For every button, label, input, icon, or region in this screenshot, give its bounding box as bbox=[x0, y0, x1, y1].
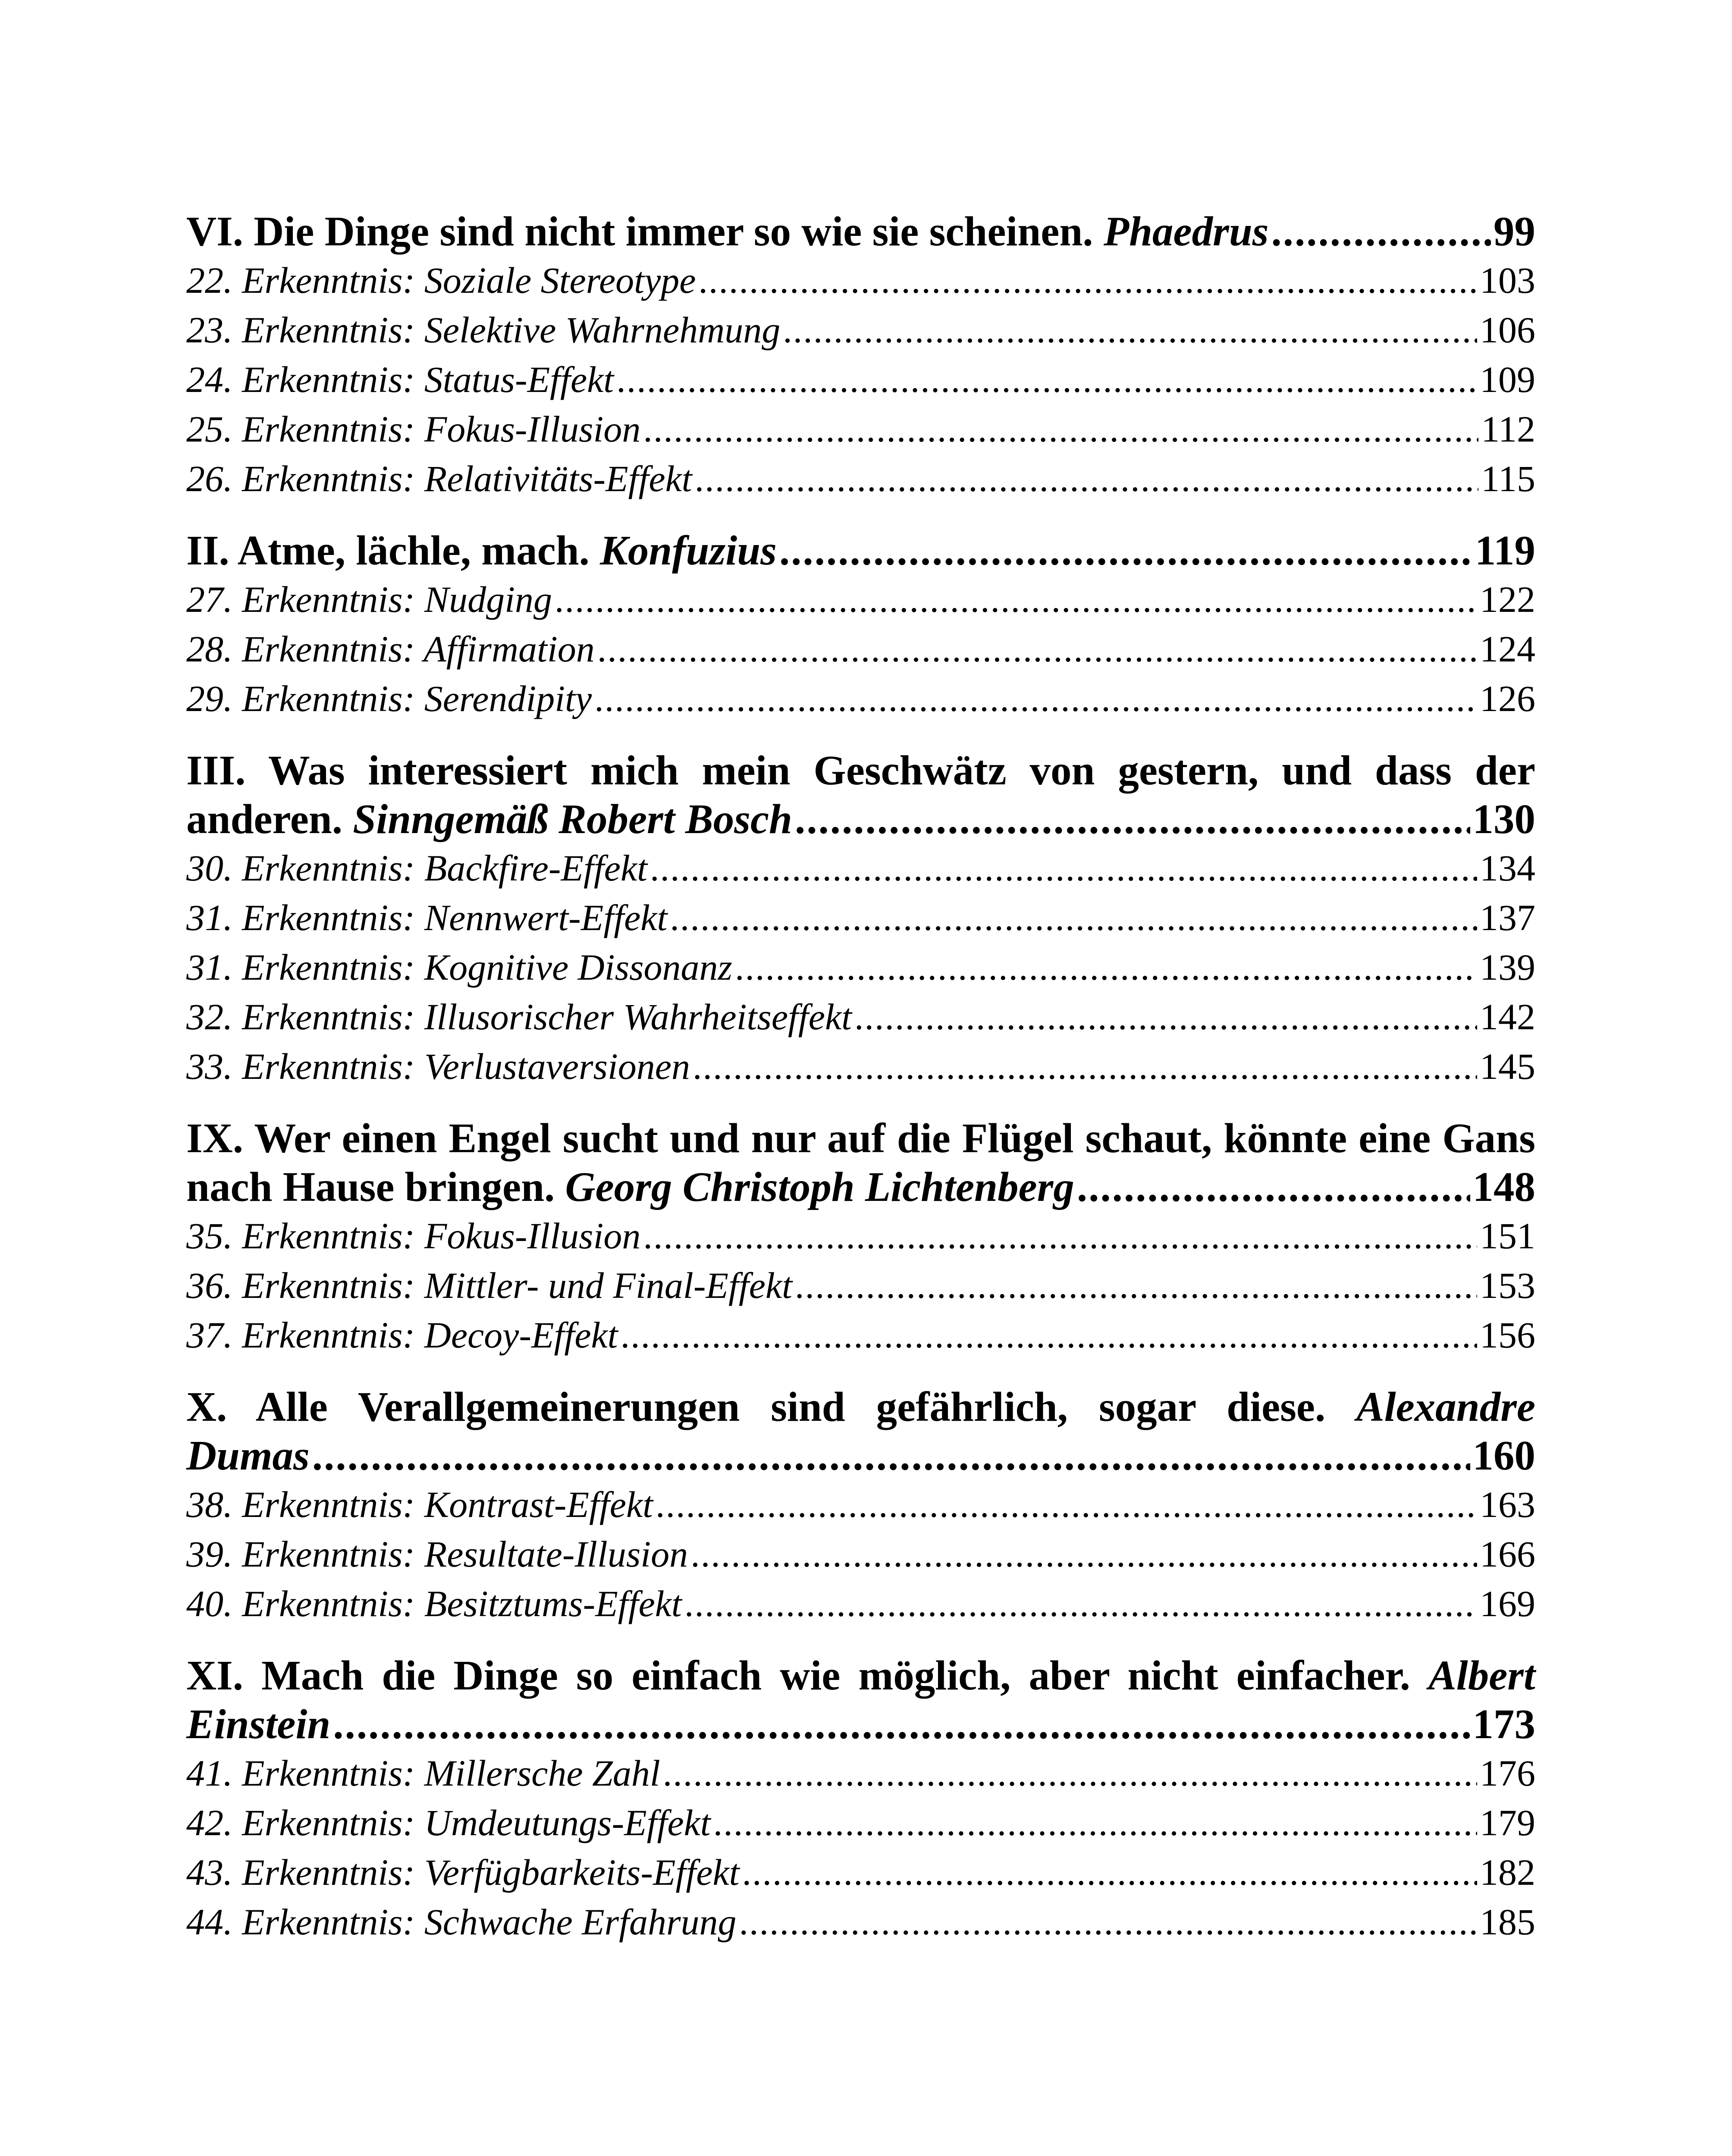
dot-leader bbox=[594, 674, 1477, 724]
dot-leader bbox=[795, 1261, 1477, 1310]
toc-entry[interactable] bbox=[186, 843, 1535, 893]
toc-entry[interactable] bbox=[186, 1848, 1535, 1897]
section-page-number: 160 bbox=[1472, 1432, 1535, 1479]
entry-page-number: 156 bbox=[1480, 1314, 1535, 1356]
section-page-number: 130 bbox=[1472, 796, 1535, 842]
entry-label: 36. Erkenntnis: Mittler- und Final-Effekt bbox=[186, 1265, 793, 1306]
toc-entry[interactable] bbox=[186, 575, 1535, 624]
entry-label: 30. Erkenntnis: Backfire-Effekt bbox=[186, 847, 648, 889]
dot-leader bbox=[783, 305, 1477, 355]
dot-leader bbox=[690, 1529, 1477, 1579]
dot-leader bbox=[739, 1897, 1477, 1947]
dot-leader bbox=[597, 624, 1477, 674]
section-author: Alexandre bbox=[1356, 1384, 1535, 1430]
toc-entry[interactable] bbox=[186, 893, 1535, 943]
entry-page-number: 151 bbox=[1480, 1215, 1535, 1257]
toc-entry[interactable] bbox=[186, 1211, 1535, 1261]
toc-section bbox=[186, 526, 1535, 724]
entry-label: 43. Erkenntnis: Verfügbarkeits-Effekt bbox=[186, 1852, 740, 1893]
dot-leader bbox=[854, 992, 1477, 1042]
toc-entry[interactable] bbox=[186, 1480, 1535, 1529]
section-heading[interactable] bbox=[186, 1114, 1535, 1211]
section-author: Dumas bbox=[186, 1432, 310, 1479]
toc-section bbox=[186, 746, 1535, 1091]
section-author: Konfuzius bbox=[600, 527, 777, 573]
dot-leader bbox=[735, 943, 1477, 992]
dot-leader bbox=[1271, 207, 1491, 256]
entry-page-number: 142 bbox=[1480, 996, 1535, 1037]
section-page-number: 173 bbox=[1472, 1701, 1535, 1747]
entry-page-number: 163 bbox=[1480, 1484, 1535, 1525]
entry-label: 42. Erkenntnis: Umdeutungs-Effekt bbox=[186, 1802, 711, 1843]
dot-leader bbox=[742, 1848, 1477, 1897]
entry-label: 22. Erkenntnis: Soziale Stereotype bbox=[186, 260, 696, 301]
section-heading[interactable] bbox=[186, 207, 1535, 256]
entry-label: 41. Erkenntnis: Millersche Zahl bbox=[186, 1752, 660, 1794]
dot-leader bbox=[698, 256, 1477, 305]
entry-label: 39. Erkenntnis: Resultate-Illusion bbox=[186, 1533, 688, 1575]
toc-entry[interactable] bbox=[186, 674, 1535, 724]
entry-page-number: 106 bbox=[1480, 309, 1535, 351]
entry-label: 40. Erkenntnis: Besitztums-Effekt bbox=[186, 1583, 682, 1624]
section-heading[interactable] bbox=[186, 1651, 1535, 1749]
dot-leader bbox=[713, 1798, 1477, 1848]
entry-label: 31. Erkenntnis: Kognitive Dissonanz bbox=[186, 946, 733, 988]
entry-label: 24. Erkenntnis: Status-Effekt bbox=[186, 359, 614, 400]
dot-leader bbox=[333, 1700, 1470, 1749]
table-of-contents bbox=[186, 207, 1535, 1969]
entry-label: 37. Erkenntnis: Decoy-Effekt bbox=[186, 1314, 618, 1356]
toc-section bbox=[186, 1382, 1535, 1629]
entry-label: 32. Erkenntnis: Illusorischer Wahrheitseffekt bbox=[186, 996, 852, 1037]
dot-leader bbox=[1077, 1163, 1470, 1211]
section-title: VI. Die Dinge sind nicht immer so wie sie scheinen. bbox=[186, 208, 1104, 254]
section-heading[interactable] bbox=[186, 746, 1535, 843]
entry-label: 33. Erkenntnis: Verlustaversionen bbox=[186, 1046, 690, 1087]
entry-label: 28. Erkenntnis: Affirmation bbox=[186, 628, 595, 670]
dot-leader bbox=[621, 1310, 1477, 1360]
entry-label: 29. Erkenntnis: Serendipity bbox=[186, 678, 592, 719]
dot-leader bbox=[643, 404, 1478, 454]
entry-page-number: 112 bbox=[1481, 408, 1535, 450]
dot-leader bbox=[555, 575, 1477, 624]
section-author: Albert bbox=[1428, 1652, 1535, 1698]
entry-label: 25. Erkenntnis: Fokus-Illusion bbox=[186, 408, 641, 450]
toc-entry[interactable] bbox=[186, 992, 1535, 1042]
entry-page-number: 166 bbox=[1480, 1533, 1535, 1575]
entry-page-number: 124 bbox=[1480, 628, 1535, 670]
entry-label: 31. Erkenntnis: Nennwert-Effekt bbox=[186, 897, 668, 938]
toc-entry[interactable] bbox=[186, 943, 1535, 992]
entry-label: 26. Erkenntnis: Relativitäts-Effekt bbox=[186, 458, 692, 499]
toc-entry[interactable] bbox=[186, 404, 1535, 454]
toc-section bbox=[186, 1114, 1535, 1360]
section-author: Phaedrus bbox=[1103, 208, 1269, 254]
section-title-line bbox=[186, 1382, 1535, 1431]
toc-entry[interactable] bbox=[186, 1310, 1535, 1360]
toc-entry[interactable] bbox=[186, 1798, 1535, 1848]
toc-entry[interactable] bbox=[186, 1897, 1535, 1947]
section-title: anderen. bbox=[186, 796, 353, 842]
dot-leader bbox=[684, 1579, 1477, 1629]
section-title-line: III. Was interessiert mich mein Geschwätz von gestern, und dass der bbox=[186, 747, 1535, 793]
section-page-number: 148 bbox=[1472, 1164, 1535, 1210]
toc-entry[interactable] bbox=[186, 305, 1535, 355]
dot-leader bbox=[693, 1042, 1477, 1091]
entry-label: 44. Erkenntnis: Schwache Erfahrung bbox=[186, 1901, 737, 1943]
entry-label: 23. Erkenntnis: Selektive Wahrnehmung bbox=[186, 309, 781, 351]
section-author: Einstein bbox=[186, 1701, 331, 1747]
section-title: II. Atme, lächle, mach. bbox=[186, 527, 600, 573]
dot-leader bbox=[643, 1211, 1477, 1261]
dot-leader bbox=[779, 526, 1472, 575]
section-page-number: 119 bbox=[1475, 527, 1535, 573]
section-author: Georg Christoph Lichtenberg bbox=[565, 1164, 1074, 1210]
toc-section bbox=[186, 207, 1535, 504]
section-title: X. Alle Verallgemeinerungen sind gefährlich, sogar diese. bbox=[186, 1384, 1357, 1430]
entry-label: 35. Erkenntnis: Fokus-Illusion bbox=[186, 1215, 641, 1257]
entry-label: 27. Erkenntnis: Nudging bbox=[186, 579, 552, 620]
section-heading[interactable] bbox=[186, 1382, 1535, 1480]
section-heading[interactable] bbox=[186, 526, 1535, 575]
dot-leader bbox=[616, 355, 1477, 404]
dot-leader bbox=[695, 454, 1479, 504]
toc-entry[interactable] bbox=[186, 1042, 1535, 1091]
entry-page-number: 139 bbox=[1480, 946, 1535, 988]
entry-page-number: 179 bbox=[1480, 1802, 1535, 1843]
entry-page-number: 145 bbox=[1480, 1046, 1535, 1087]
entry-label: 38. Erkenntnis: Kontrast-Effekt bbox=[186, 1484, 653, 1525]
dot-leader bbox=[795, 795, 1470, 843]
section-author: Sinngemäß Robert Bosch bbox=[353, 796, 792, 842]
toc-entry[interactable] bbox=[186, 454, 1535, 504]
toc-entry[interactable] bbox=[186, 355, 1535, 404]
entry-page-number: 134 bbox=[1480, 847, 1535, 889]
toc-entry[interactable] bbox=[186, 624, 1535, 674]
section-page-number: 99 bbox=[1494, 208, 1535, 254]
dot-leader bbox=[656, 1480, 1477, 1529]
entry-page-number: 115 bbox=[1481, 458, 1535, 499]
dot-leader bbox=[663, 1749, 1477, 1798]
dot-leader bbox=[670, 893, 1477, 943]
section-title-line bbox=[186, 1651, 1535, 1700]
toc-section bbox=[186, 1651, 1535, 1947]
toc-entry[interactable] bbox=[186, 1579, 1535, 1629]
toc-entry[interactable] bbox=[186, 1261, 1535, 1310]
dot-leader bbox=[650, 843, 1477, 893]
entry-page-number: 122 bbox=[1480, 579, 1535, 620]
entry-page-number: 182 bbox=[1480, 1852, 1535, 1893]
entry-page-number: 137 bbox=[1480, 897, 1535, 938]
section-title: nach Hause bringen. bbox=[186, 1164, 565, 1210]
toc-entry[interactable] bbox=[186, 256, 1535, 305]
entry-page-number: 169 bbox=[1480, 1583, 1535, 1624]
section-title: XI. Mach die Dinge so einfach wie möglich, aber nicht einfacher. bbox=[186, 1652, 1429, 1698]
entry-page-number: 153 bbox=[1480, 1265, 1535, 1306]
dot-leader bbox=[312, 1431, 1470, 1480]
entry-page-number: 103 bbox=[1480, 260, 1535, 301]
entry-page-number: 176 bbox=[1480, 1752, 1535, 1794]
toc-entry[interactable] bbox=[186, 1749, 1535, 1798]
entry-page-number: 109 bbox=[1480, 359, 1535, 400]
entry-page-number: 185 bbox=[1480, 1901, 1535, 1943]
entry-page-number: 126 bbox=[1480, 678, 1535, 719]
toc-entry[interactable] bbox=[186, 1529, 1535, 1579]
section-title-line: IX. Wer einen Engel sucht und nur auf die Flügel schaut, könnte eine Gans bbox=[186, 1115, 1535, 1161]
